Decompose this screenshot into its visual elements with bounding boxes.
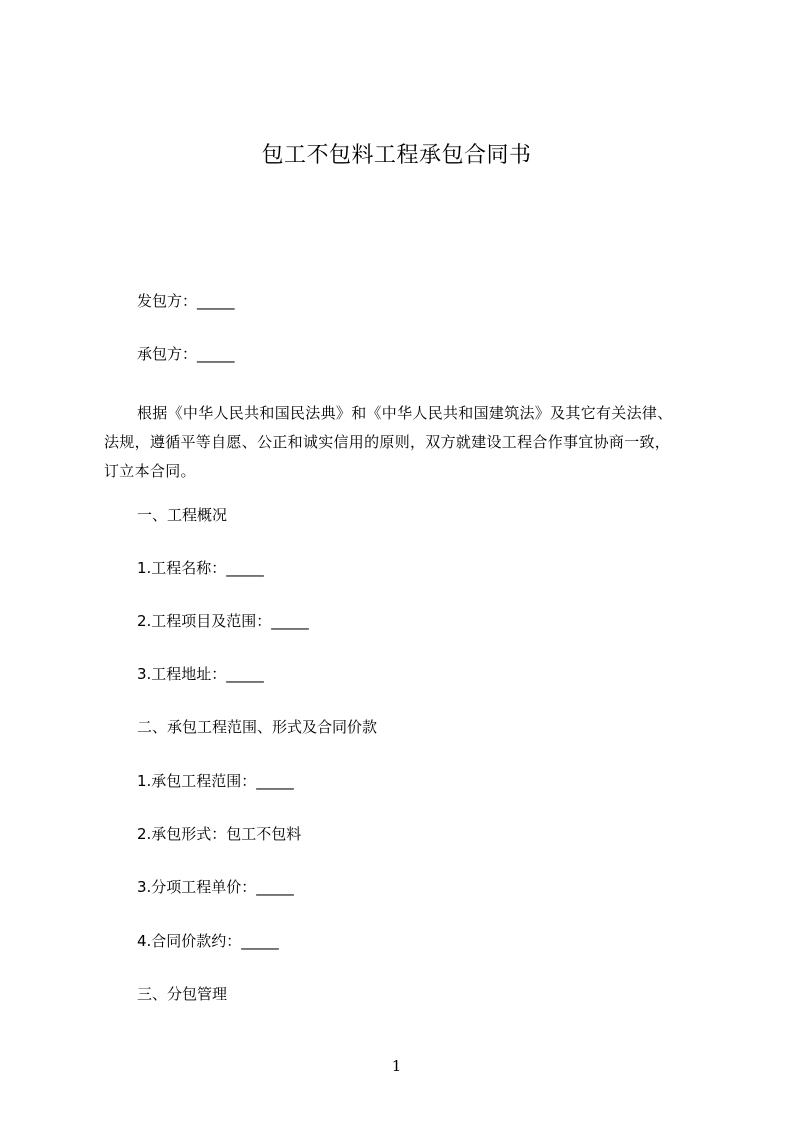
preamble-paragraph	[104, 399, 696, 486]
section-1-item-2: 2.工程项目及范围：_____	[137, 612, 309, 630]
section-1-item-1: 1.工程名称：_____	[137, 559, 264, 577]
document-title: 包工不包料工程承包合同书	[261, 143, 532, 168]
section-2-item-4: 4.合同价款约：_____	[137, 932, 279, 950]
preamble-line-2: 法规，遵循平等自愿、公正和诚实信用的原则，双方就建设工程合作事宜协商一致，	[104, 433, 671, 451]
section-1-heading: 一、工程概况	[137, 506, 228, 524]
party-a-line: 发包方：_____	[137, 292, 235, 310]
section-2-heading: 二、承包工程范围、形式及合同价款	[137, 718, 378, 736]
preamble-line-3: 订立本合同。	[104, 462, 196, 480]
section-1-item-3: 3.工程地址：_____	[137, 665, 264, 683]
page-number: 1	[391, 1057, 402, 1075]
section-3-heading: 三、分包管理	[137, 985, 228, 1003]
section-2-item-3: 3.分项工程单价：_____	[137, 878, 294, 896]
preamble-line-1: 根据《中华人民共和国民法典》和《中华人民共和国建筑法》及其它有关法律、	[137, 404, 673, 422]
party-b-line: 承包方：_____	[137, 345, 235, 363]
section-2-item-1: 1.承包工程范围：_____	[137, 772, 294, 790]
section-2-item-2: 2.承包形式：包工不包料	[137, 825, 302, 843]
